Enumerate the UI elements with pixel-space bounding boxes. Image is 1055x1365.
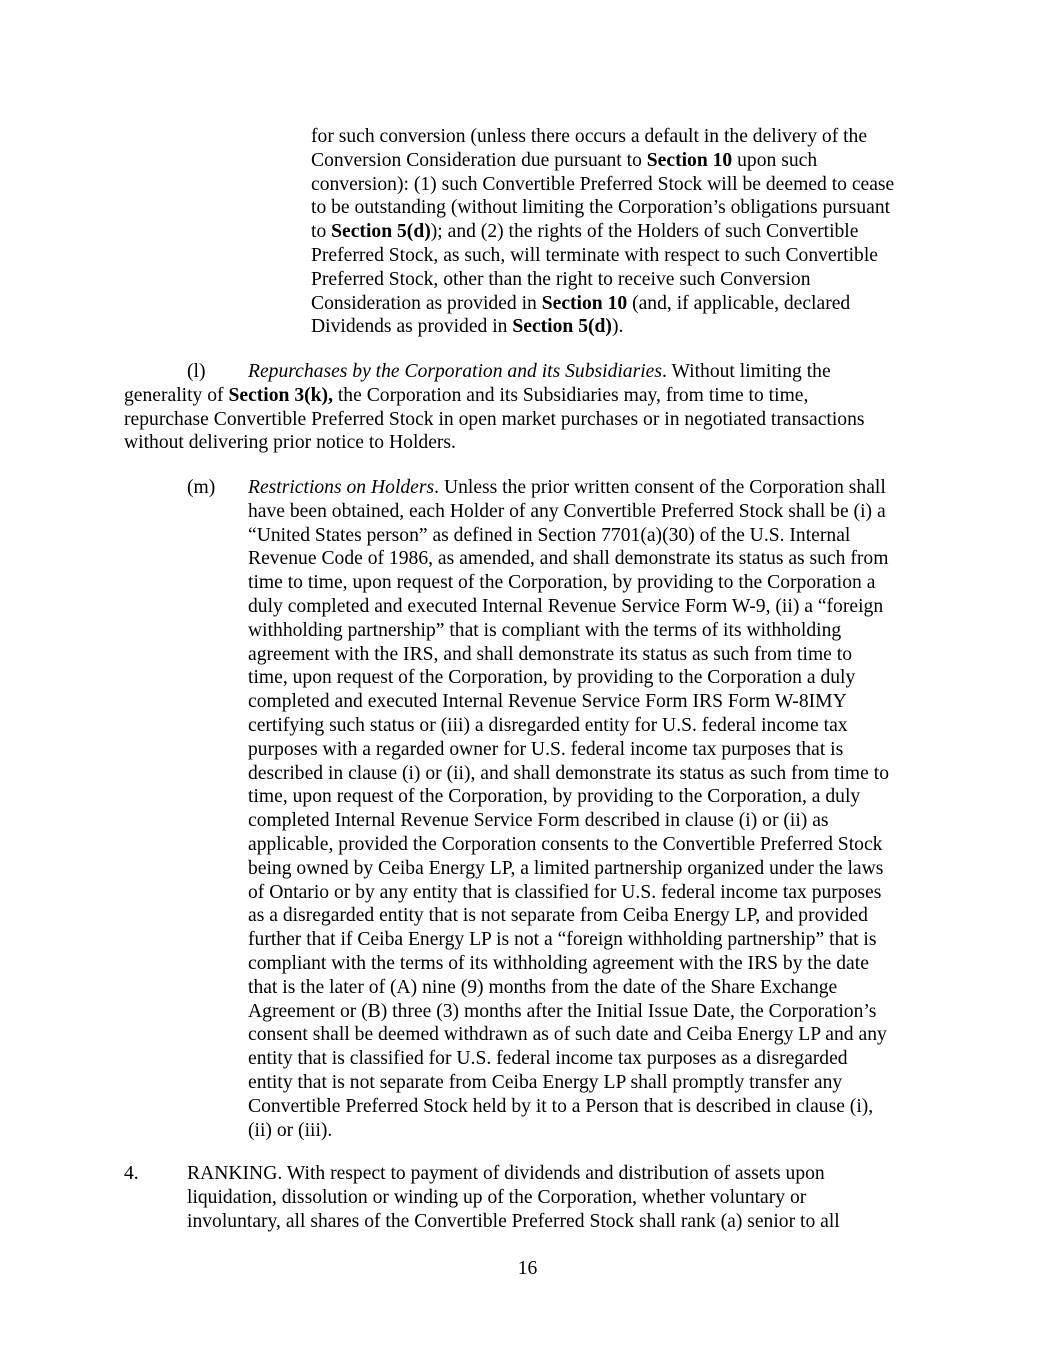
bold-run: Section 3(k),	[228, 384, 333, 406]
text-line	[248, 952, 1008, 976]
text-run: described in clause (i) or (ii), and shall demonstrate its status as such from time to	[248, 762, 889, 784]
text-line	[248, 619, 1008, 643]
text-line	[311, 173, 951, 197]
section-l-paragraph	[124, 360, 1004, 455]
text-line	[248, 904, 1008, 928]
text-line	[248, 762, 1008, 786]
text-run: to be outstanding (without limiting the Corporation’s obligations pursuant	[311, 197, 891, 219]
text-run: conversion): (1) such Convertible Preferred Stock will be deemed to cease	[311, 173, 895, 195]
text-run: . Without limiting the	[662, 361, 831, 382]
text-run: certifying such status or (iii) a disregarded entity for U.S. federal income tax	[248, 714, 848, 736]
text-run: RANKING. With respect to payment of dividends and distribution of assets upon	[187, 1163, 825, 1184]
text-line	[248, 500, 1008, 524]
text-run: Convertible Preferred Stock held by it to a Person that is described in clause (i),	[248, 1095, 874, 1117]
text-line	[248, 476, 1008, 500]
text-run: generality of	[124, 384, 229, 406]
text-run: upon such	[732, 149, 818, 171]
text-run: Preferred Stock, other than the right to receive such Conversion	[311, 268, 811, 290]
text-run: being owned by Ceiba Energy LP, a limited partnership organized under the laws	[248, 857, 884, 879]
text-run: involuntary, all shares of the Convertible Preferred Stock shall rank (a) senior to all	[187, 1210, 840, 1232]
text-run: as a disregarded entity that is not separate from Ceiba Energy LP, and provided	[248, 905, 868, 927]
text-line	[248, 833, 1008, 857]
bold-run: Section 5(d)	[331, 221, 431, 243]
text-line	[248, 1023, 1008, 1047]
section-4-label: 4.	[124, 1163, 139, 1184]
text-run: Revenue Code of 1986, as amended, and shall demonstrate its status as such from	[248, 548, 889, 570]
text-run: time, upon request of the Corporation, by providing to the Corporation, a duly	[248, 786, 861, 808]
text-run: that is the later of (A) nine (9) months from the date of the Share Exchange	[248, 976, 838, 998]
text-line	[187, 1210, 1007, 1234]
section-m-label: (m)	[187, 477, 216, 498]
text-run: purposes with a regarded owner for U.S. federal income tax purposes that is	[248, 738, 844, 760]
text-run: of Ontario or by any entity that is classified for U.S. federal income tax purposes	[248, 881, 882, 903]
text-run: “United States person” as defined in Section 7701(a)(30) of the U.S. Internal	[248, 524, 851, 546]
text-run: withholding partnership” that is compliant with the terms of its withholding	[248, 619, 842, 641]
text-run: applicable, provided the Corporation consents to the Convertible Preferred Stock	[248, 833, 883, 855]
text-run: time to time, upon request of the Corporation, by providing to the Corporation a	[248, 572, 876, 594]
bold-run: Section 10	[646, 149, 733, 171]
text-run: further that if Ceiba Energy LP is not a “foreign withholding partnership” that is	[248, 929, 877, 951]
text-run: consent shall be deemed withdrawn as of such date and Ceiba Energy LP and any	[248, 1024, 887, 1046]
text-run: for such conversion (unless there occurs a default in the delivery of the	[311, 126, 868, 147]
text-line	[311, 125, 951, 149]
text-run: . Unless the prior written consent of the Corporation shall	[434, 477, 886, 498]
text-line	[248, 571, 1008, 595]
text-run: compliant with the terms of its withholding agreement with the IRS by the date	[248, 952, 869, 974]
text-line	[248, 643, 1008, 667]
text-line	[248, 524, 1008, 548]
page-number: 16	[517, 1258, 538, 1279]
text-line	[311, 315, 951, 339]
text-line	[311, 244, 951, 268]
text-line	[187, 1186, 1007, 1210]
text-line	[248, 1071, 1008, 1095]
section-m-paragraph	[248, 476, 1008, 1142]
continuation-paragraph	[311, 125, 951, 339]
text-run: repurchase Convertible Preferred Stock in open market purchases or in negotiated transactions	[124, 408, 865, 430]
section-l-label: (l)	[187, 361, 206, 382]
section-4-paragraph	[187, 1162, 1007, 1233]
text-run: liquidation, dissolution or winding up of the Corporation, whether voluntary or	[187, 1186, 807, 1208]
text-run: entity that is not separate from Ceiba Energy LP shall promptly transfer any	[248, 1071, 843, 1093]
text-run: time, upon request of the Corporation, by providing to the Corporation a duly	[248, 667, 856, 689]
text-line	[248, 785, 1008, 809]
text-line	[248, 881, 1008, 905]
text-line	[248, 547, 1008, 571]
text-run: the Corporation and its Subsidiaries may, from time to time,	[332, 384, 809, 406]
text-line	[248, 809, 1008, 833]
text-run: Conversion Consideration due pursuant to	[311, 149, 647, 171]
text-line	[248, 857, 1008, 881]
text-line	[124, 384, 1004, 408]
text-run: without delivering prior notice to Holders.	[124, 432, 456, 454]
text-line	[248, 928, 1008, 952]
text-run: Preferred Stock, as such, will terminate with respect to such Convertible	[311, 244, 878, 266]
text-line	[248, 1047, 1008, 1071]
text-run: have been obtained, each Holder of any Convertible Preferred Stock shall be (i) a	[248, 500, 886, 522]
text-line	[248, 1119, 1008, 1143]
text-run: to	[311, 221, 332, 243]
text-line	[248, 1095, 1008, 1119]
text-line	[311, 220, 951, 244]
text-line	[248, 738, 1008, 762]
text-run: (and, if applicable, declared	[627, 292, 851, 314]
bold-run: Section 10	[541, 292, 628, 314]
text-run: completed and executed Internal Revenue Service Form IRS Form W-8IMY	[248, 691, 847, 713]
italic-run: Restrictions on Holders	[248, 477, 435, 498]
text-run: (ii) or (iii).	[248, 1119, 333, 1141]
text-line	[248, 595, 1008, 619]
text-line	[124, 408, 1004, 432]
text-line	[311, 292, 951, 316]
text-run: ); and (2) the rights of the Holders of such Convertible	[430, 221, 859, 243]
text-run: Agreement or (B) three (3) months after the Initial Issue Date, the Corporation’s	[248, 1000, 877, 1022]
text-line	[248, 714, 1008, 738]
text-run: entity that is classified for U.S. federal income tax purposes as a disregarded	[248, 1048, 848, 1070]
bold-run: Section 5(d)	[512, 316, 612, 338]
text-line	[187, 1162, 1007, 1186]
text-line	[248, 690, 1008, 714]
italic-run: Repurchases by the Corporation and its Subsidiaries	[248, 361, 662, 382]
text-run: Dividends as provided in	[311, 316, 513, 338]
text-line	[248, 666, 1008, 690]
text-line	[311, 196, 951, 220]
text-line	[311, 268, 951, 292]
text-run: Consideration as provided in	[311, 292, 542, 314]
text-run: agreement with the IRS, and shall demonstrate its status as such from time to	[248, 643, 853, 665]
text-line	[248, 1000, 1008, 1024]
text-line	[311, 149, 951, 173]
text-line	[124, 431, 1004, 455]
text-run: duly completed and executed Internal Revenue Service Form W-9, (ii) a “foreign	[248, 595, 884, 617]
text-line	[124, 360, 1004, 384]
text-run: completed Internal Revenue Service Form described in clause (i) or (ii) as	[248, 810, 829, 832]
text-line	[248, 976, 1008, 1000]
text-run: ).	[611, 316, 624, 338]
